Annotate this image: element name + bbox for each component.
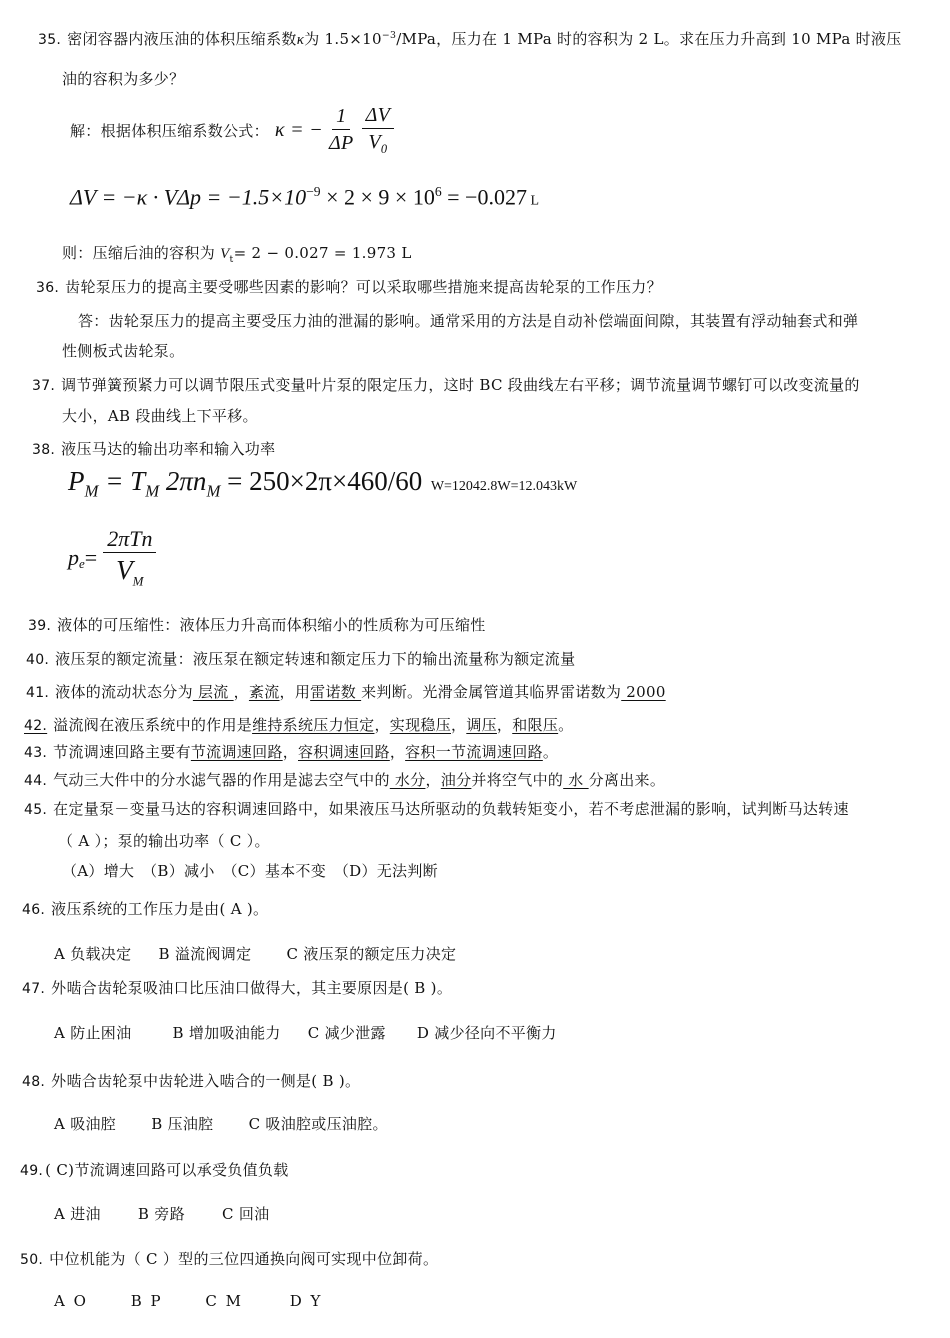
question-44: 44. 气动三大件中的分水滤气器的作用是滤去空气中的 水分，油分并将空气中的 水 分离出来。 xyxy=(24,771,666,789)
question-42: 42. 溢流阀在液压系统中的作用是维持系统压力恒定，实现稳压，调压，和限压。 xyxy=(24,716,574,734)
question-37-line2: 大小，AB 段曲线上下平移。 xyxy=(62,407,258,425)
blank-answer: 容积调速回路 xyxy=(298,743,390,761)
question-38-formula-output: $P_M = T_M$ $2\pi n_M = 250\times 2\pi\times 460/60$ W=12042.8W=12.043kW xyxy=(68,466,578,501)
blank-answer: 和限压 xyxy=(512,716,559,734)
question-48: 48. 外啮合齿轮泵中齿轮进入啮合的一侧是( B )。 xyxy=(22,1072,361,1090)
question-45: 45. 在定量泵－变量马达的容积调速回路中，如果液压马达所驱动的负载转矩变小，若不考虑泄漏的影响，试判断马达转速 xyxy=(24,800,849,818)
question-45-options: （A）增大 （B）减小 （C）基本不变 （D）无法判断 xyxy=(62,862,438,880)
question-50-options xyxy=(54,1292,322,1310)
question-37: 37. 调节弹簧预紧力可以调节限压式变量叶片泵的限定压力，这时 BC 段曲线左右平移；调节流量调节螺钉可以改变流量的 xyxy=(32,376,860,394)
question-50: 50. 中位机能为（ C ）型的三位四通换向阀可实现中位卸荷。 xyxy=(20,1250,439,1268)
blank-answer: 实现稳压 xyxy=(389,716,451,734)
option-a: A 进油 xyxy=(54,1205,101,1223)
option-a: A 吸油腔 xyxy=(54,1115,117,1133)
question-49: 49. ( C)节流调速回路可以承受负值负载 xyxy=(20,1161,289,1179)
question-41: 41. 液体的流动状态分为 层流 ，紊流，用雷诺数 来判断。光滑金属管道其临界雷诺数为 2000 xyxy=(26,683,666,701)
question-47: 47. 外啮合齿轮泵吸油口比压油口做得大，其主要原因是( B )。 xyxy=(22,979,453,997)
option-b: B 压油腔 xyxy=(151,1115,214,1133)
question-35-line2: 油的容积为多少？ xyxy=(62,70,185,88)
option-a: A 防止困油 xyxy=(54,1024,132,1042)
fraction-2piTn-over-vm: $\frac{\text{2πTn}}{V_M}$ xyxy=(103,526,156,590)
question-46-options xyxy=(54,943,456,964)
question-40: 40. 液压泵的额定流量：液压泵在额定转速和额定压力下的输出流量称为额定流量 xyxy=(26,650,576,668)
question-45-line2: （ A ）；泵的输出功率（ C ）。 xyxy=(58,832,270,850)
blank-answer: 水分 xyxy=(389,771,426,789)
blank-answer: 节流调速回路 xyxy=(190,743,283,761)
question-35: 35. 密闭容器内液压油的体积压缩系数κ为 $1.5\times 10^{-3}$/MPa，压力在 1 MPa 时的容积为 2 L。求在压力升高到 10 MPa 时液压 xyxy=(38,30,902,48)
option-c: C 液压泵的额定压力决定 xyxy=(286,945,457,963)
question-35-calculation: $\Delta V = -\kappa \cdot V\Delta p = -1.5\times 10^{-9} \times 2 \times 9 \times 10^6 = -0.027$ L xyxy=(70,184,540,210)
fraction-1-over-dp: $\frac{1}{\Delta P}$ xyxy=(329,105,354,155)
question-35-formula: 解：根据体积压缩系数公式： κ = − $\frac{1}{\Delta P}$ $\frac{\Delta V}{V_0}$ xyxy=(70,104,396,156)
blank-answer: 维持系统压力恒定 xyxy=(252,716,375,734)
option-d: D 减少径向不平衡力 xyxy=(416,1024,557,1042)
answer-36-line1: 答：齿轮泵压力的提高主要受压力油的泄漏的影响。通常采用的方法是自动补偿端面间隙，其装置有浮动轴套式和弹 xyxy=(78,312,859,330)
option-c: C 吸油腔或压油腔。 xyxy=(248,1115,388,1133)
blank-answer: 油分 xyxy=(440,771,472,789)
question-38-formula-input: p $_e$ = $\frac{\text{2πTn}}{V_M}$ xyxy=(68,526,158,590)
blank-answer: 调压 xyxy=(466,716,497,734)
question-35-result: 则：压缩后油的容积为 $V_t= 2 - 0.027 = 1.973$ L xyxy=(62,244,412,265)
question-48-options xyxy=(54,1113,388,1134)
blank-answer: 层流 xyxy=(192,683,234,701)
option-b: B P xyxy=(130,1292,163,1310)
option-b: B 增加吸油能力 xyxy=(172,1024,281,1042)
option-a: A 负载决定 xyxy=(54,945,132,963)
option-a: A O xyxy=(54,1292,88,1310)
question-46: 46. 液压系统的工作压力是由( A )。 xyxy=(22,900,269,918)
blank-answer: 容积一节流调速回路 xyxy=(405,743,543,761)
option-c: C 回油 xyxy=(221,1205,270,1223)
option-c: C M xyxy=(205,1292,243,1310)
fraction-dv-over-v0: $\frac{\Delta V}{V_0}$ xyxy=(362,104,395,156)
answer-36-line2: 性侧板式齿轮泵。 xyxy=(62,342,185,360)
option-c: C 减少泄露 xyxy=(307,1024,386,1042)
blank-answer: 2000 xyxy=(621,683,666,701)
question-47-options xyxy=(54,1022,557,1043)
option-b: B 旁路 xyxy=(137,1205,185,1223)
question-36: 36. 齿轮泵压力的提高主要受哪些因素的影响？可以采取哪些措施来提高齿轮泵的工作压力？ xyxy=(36,278,662,296)
question-43: 43. 节流调速回路主要有节流调速回路，容积调速回路，容积一节流调速回路。 xyxy=(24,743,559,761)
blank-answer: 水 xyxy=(563,771,589,789)
option-b: B 溢流阀调定 xyxy=(158,945,252,963)
question-38: 38. 液压马达的输出功率和输入功率 xyxy=(32,440,276,458)
question-39: 39. 液体的可压缩性：液体压力升高而体积缩小的性质称为可压缩性 xyxy=(28,616,486,634)
blank-answer: 紊流 xyxy=(248,683,280,701)
blank-answer: 雷诺数 xyxy=(310,683,362,701)
option-d: D Y xyxy=(289,1292,323,1310)
question-49-options xyxy=(54,1203,269,1224)
